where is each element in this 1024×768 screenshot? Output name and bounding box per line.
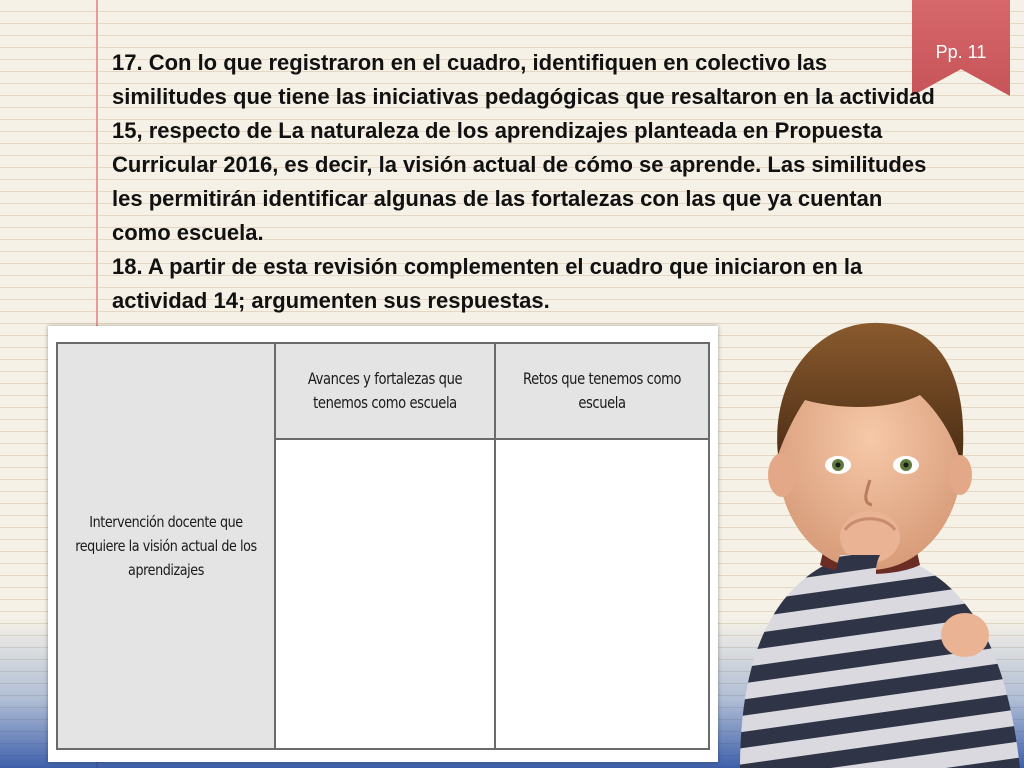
child-illustration — [720, 315, 1024, 768]
instruction-18: 18. A partir de esta revisión complementen el cuadro que iniciaron en la actividad 14; argumenten sus respuestas. — [112, 254, 863, 313]
row-header-text: Intervención docente que requiere la visión actual de los aprendizajes — [75, 513, 257, 579]
column-header-strengths — [276, 344, 496, 440]
activity-instructions — [112, 46, 942, 318]
instruction-17: 17. Con lo que registraron en el cuadro, identifiquen en colectivo las similitudes que tiene las iniciativas pedagógicas que resaltaron en la actividad 15, respecto de La naturaleza de los aprendizajes planteada en Propuesta Curricular 2016, es decir, la visión actual de cómo se aprende. Las similitudes les permitirán identificar algunas de las fortalezas con las que ya cuentan como escuela. — [112, 50, 935, 245]
page-number-label: Pp. 11 — [935, 42, 987, 62]
activity-table-image — [48, 326, 718, 762]
column-header-strengths-text: Avances y fortalezas que tenemos como escuela — [307, 369, 463, 412]
strengths-answer-cell — [276, 440, 496, 748]
challenges-answer-cell — [496, 440, 708, 748]
column-header-challenges — [496, 344, 708, 440]
column-header-challenges-text: Retos que tenemos como escuela — [522, 369, 682, 412]
row-header-cell — [58, 344, 276, 748]
activity-table — [56, 342, 710, 750]
